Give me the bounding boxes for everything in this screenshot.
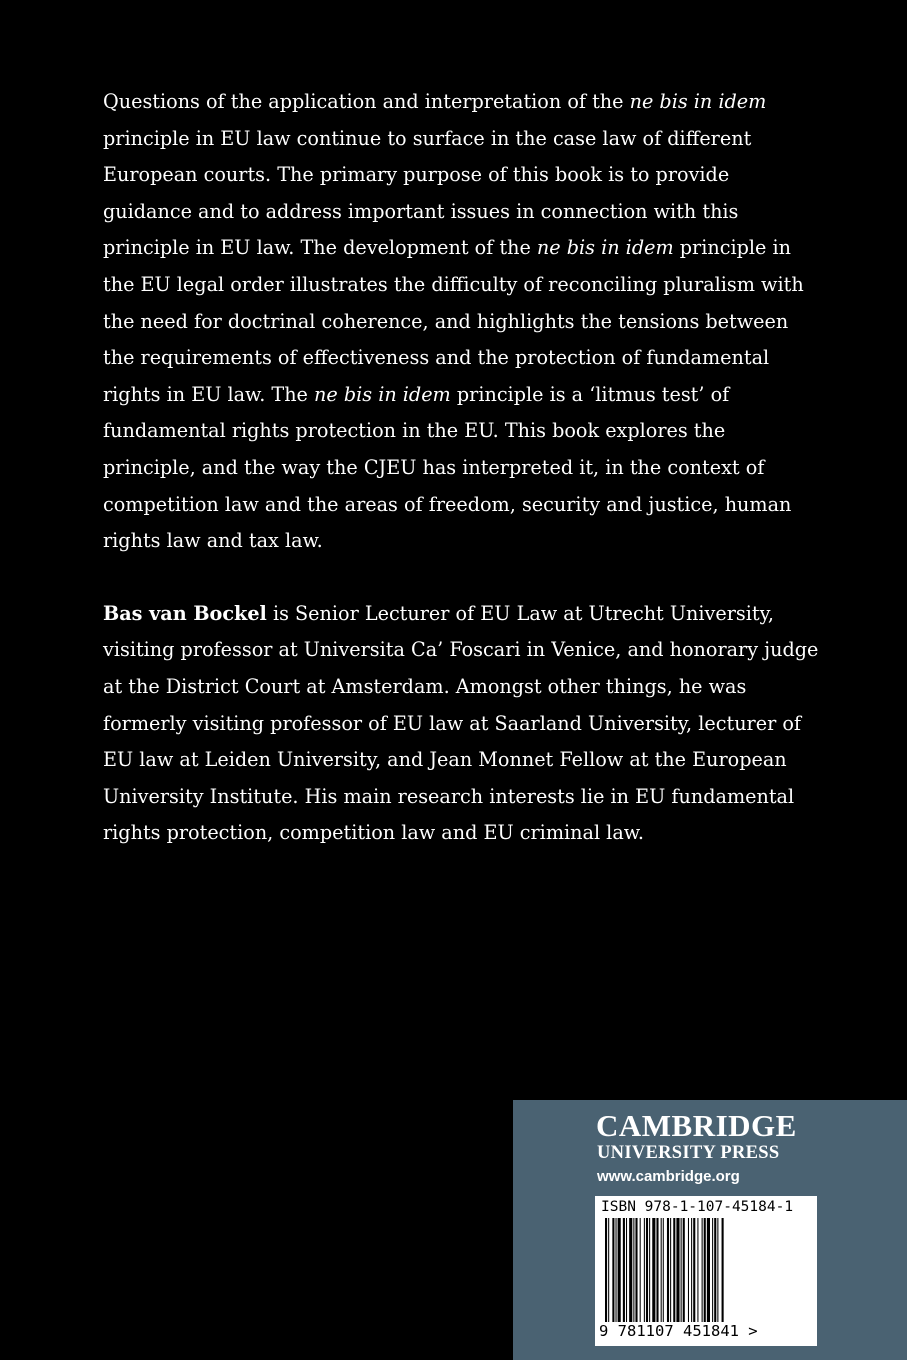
principle-italic: ne bis in idem [314,382,451,406]
barcode-bar [691,1218,692,1322]
barcode-bar [707,1218,710,1322]
principle-italic: ne bis in idem [536,236,674,260]
barcode-bar [683,1218,685,1322]
barcode-bar [693,1218,695,1322]
barcode-bar [649,1218,650,1322]
description-paragraph [103,84,823,560]
author-name: Bas van Bockel [103,601,267,625]
barcode-bar [667,1218,669,1322]
principle-italic: ne bis in idem [629,90,767,113]
barcode-bar [626,1218,627,1322]
barcode-bar [608,1218,609,1322]
author-bio: is Senior Lecturer of EU Law at Utrecht University, visiting professor at Universita Ca’ Foscari in Venice, and honorary judge at the District Court at Amsterdam. Amongst other things, he was formerly visiting professor of EU law at Saarland University, lecturer of EU law at Leiden University, and Jean Monnet Fellow at the European University Institute. His main research interests lie in EU fundamental rights protection, competition law and EU criminal law. [103,601,819,845]
barcode-bar [644,1218,645,1322]
barcode-bar [640,1218,641,1322]
description-text: principle in EU law continue to surface in the case law of different European courts. The primary purpose of this book is to provide guidance and to address important issues in connection with this principle in EU law. The development of the [103,126,752,260]
description-text: principle in the EU legal order illustrates the difficulty of reconciling pluralism with the need for doctrinal coherence, and highlights the tensions between the requirements of effectiveness and the protection of fundamental rights in EU law. The [103,236,804,406]
barcode-bar [712,1218,713,1322]
barcode-bar [656,1218,658,1322]
publisher-name: CAMBRIDGE [596,1108,797,1143]
barcode-bar [652,1218,655,1322]
barcode-bar [646,1218,648,1322]
barcode-bar [681,1218,682,1322]
description-text: Questions of the application and interpretation of the [103,90,630,113]
author-paragraph [103,596,823,852]
barcode-bar [635,1218,637,1322]
barcode-bars-icon [605,1218,807,1322]
back-cover-blurb [103,84,823,852]
barcode-digits: 9 781107 451841 > [599,1322,758,1340]
publisher-url: www.cambridge.org [597,1168,740,1185]
barcode-bar [702,1218,703,1322]
barcode-bar [663,1218,664,1322]
barcode-bar [633,1218,634,1322]
barcode-bar [605,1218,607,1322]
barcode-bar [688,1218,689,1322]
barcode-bar [670,1218,671,1322]
barcode-bar [717,1218,718,1322]
barcode-bar [697,1218,698,1322]
barcode-bar [722,1218,724,1322]
barcode-bar [623,1218,625,1322]
publisher-subname: UNIVERSITY PRESS [597,1143,780,1163]
description-text: principle is a ‘litmus test’ of fundamental rights protection in the EU. This book explores the principle, and the way the CJEU has interpreted it, in the context of competition law and the areas of freedom, security and justice, human rights law and tax law. [103,382,792,553]
barcode-bar [616,1218,617,1322]
barcode-bar [618,1218,621,1322]
barcode-bar [714,1218,716,1322]
publisher-panel [513,1100,907,1360]
barcode-bar [673,1218,675,1322]
barcode-bar [661,1218,662,1322]
barcode-bar [704,1218,706,1322]
barcode-bar [676,1218,679,1322]
isbn-label: ISBN 978-1-107-45184-1 [601,1199,794,1215]
barcode-bar [612,1218,614,1322]
barcode-bar [629,1218,632,1322]
isbn-barcode [595,1196,817,1346]
